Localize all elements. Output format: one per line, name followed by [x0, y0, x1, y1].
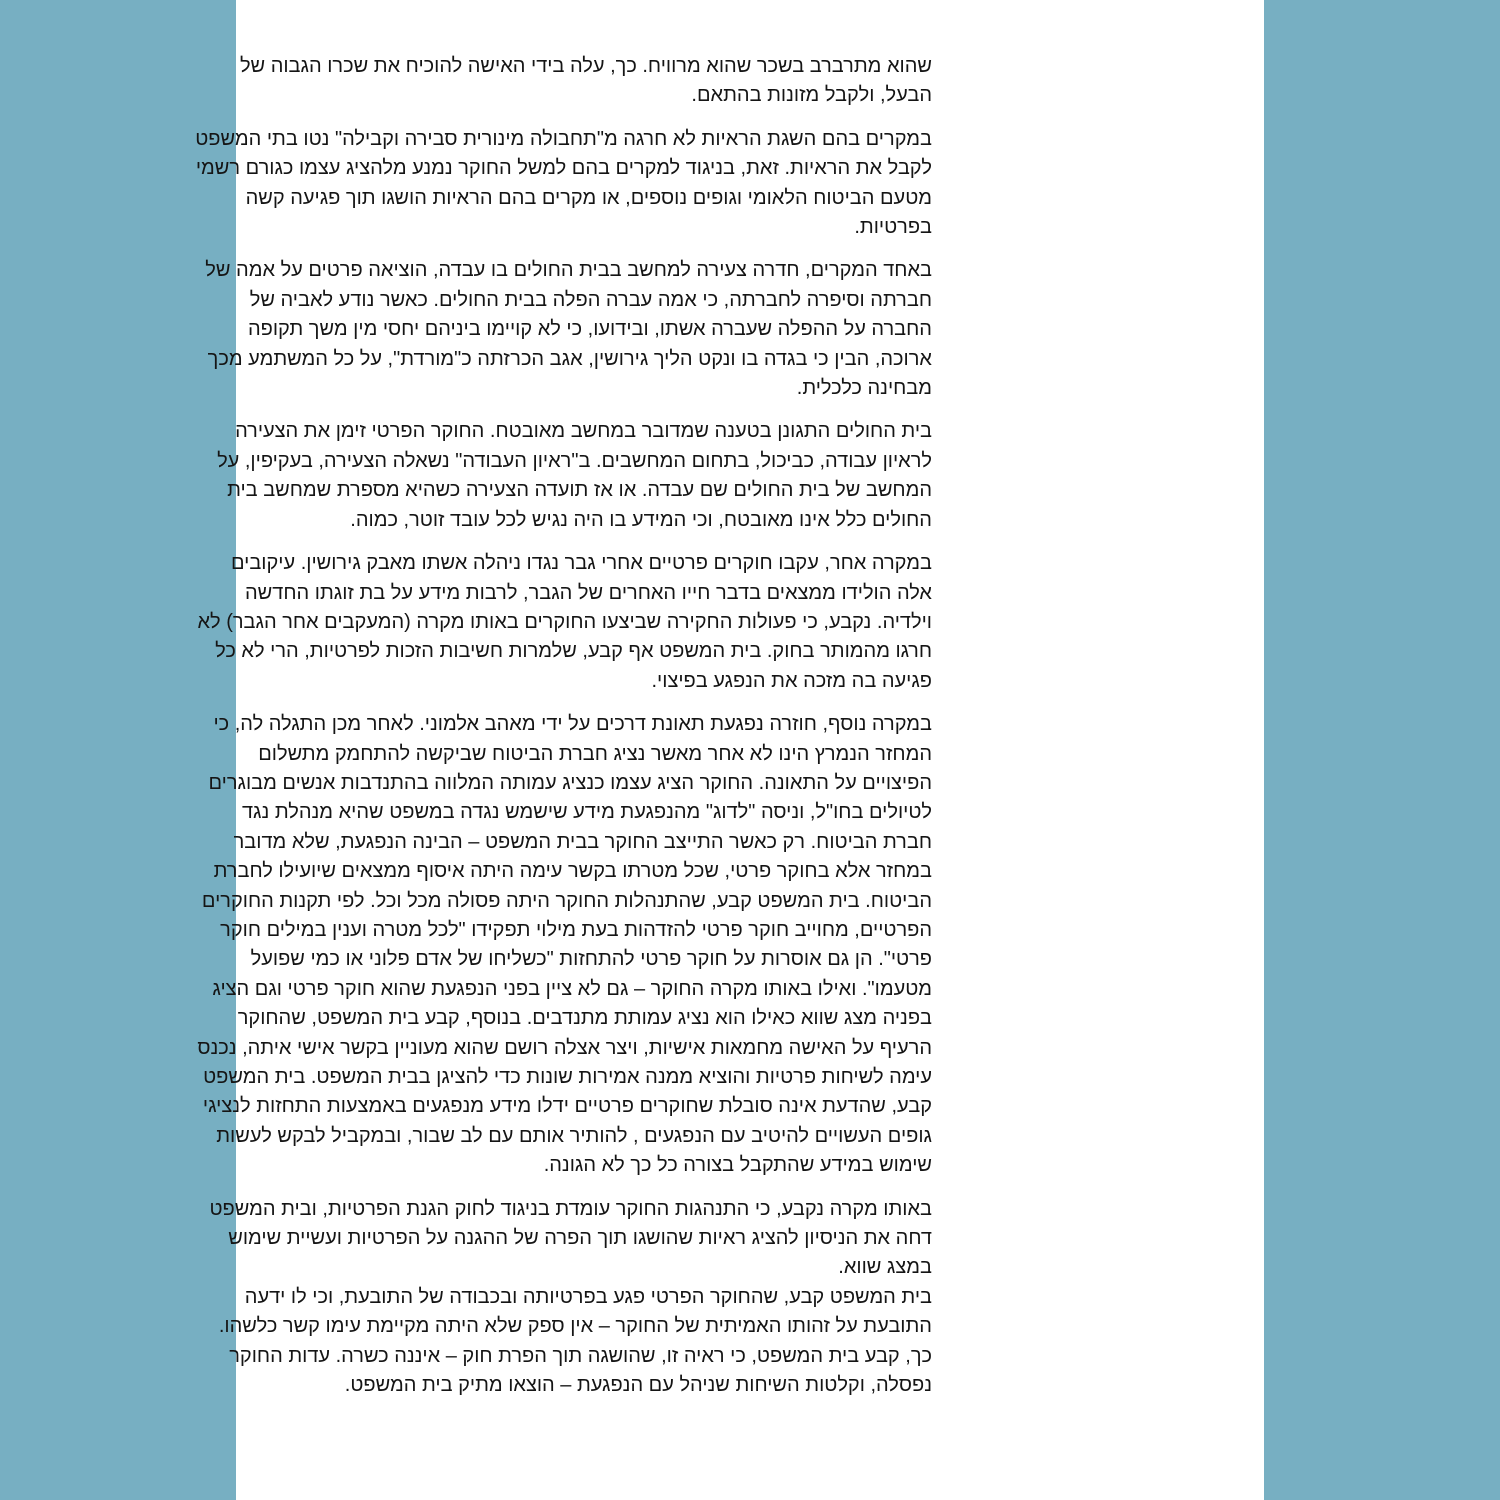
text-line: הביטוח. בית המשפט קבע, שהתנהלות החוקר היתה פסולה מכל וכל. לפי תקנות החוקרים [201, 889, 932, 912]
text-line: נפסלה, וקלטות השיחות שניהל עם הנפגעת – הוצאו מתיק בית המשפט. [344, 1374, 932, 1397]
text-line: עימה לשיחות פרטיות והוציא ממנה אמירות שונות כדי להציגן בבית המשפט. בית המשפט [203, 1066, 932, 1088]
text-line: בית החולים התגונן בטענה שמדובר במחשב מאובטח. החוקר הפרטי זימן את הצעירה [235, 420, 932, 443]
paragraph [197, 710, 932, 1181]
text-line: מטעמו". ואילו באותו מקרה החוקר – גם לא ציין בפני הנפגעת שהוא חוקר פרטי וגם הציג [212, 977, 932, 1000]
text-line: במקרה אחר, עקבו חוקרים פרטיים אחרי גבר נגדו ניהלה אשתו מאבק גירושין. עיקובים [230, 552, 932, 575]
text-line: הפרטיים, מחוייב חוקר פרטי להזדהות בעת מילוי תפקידו "לכל מטרה וענין במילים חוקר [220, 918, 932, 941]
text-line: בפרטיות. [854, 216, 932, 239]
text-line: פגיעה בה מזכה את הנפגע בפיצוי. [651, 669, 932, 692]
text-line: חברתה וסיפרה לחברתה, כי אמה עברה הפלה בבית החולים. כאשר נודע לאביה של [249, 288, 932, 311]
text-line: באחד המקרים, חדרה צעירה למחשב בבית החולים בו עבדה, הוציאה פרטים על אמה של [205, 259, 932, 282]
text-line: במקרה נוסף, חוזרה נפגעת תאונת דרכים על ידי מאהב אלמוני. לאחר מכן התגלה לה, כי [213, 713, 932, 736]
text-line: אלה הולידו ממצאים בדבר חייו האחרים של הגבר, לרבות מידע על בת זוגתו החדשה [245, 581, 932, 604]
text-line: בפניה מצג שווא כאילו הוא נציג עמותת מתנדבים. בנוסף, קבע בית המשפט, שהחוקר [237, 1007, 932, 1030]
text-line: חרגו מהמותר בחוק. בית המשפט אף קבע, שלמרות חשיבות הזכות לפרטיות, הרי לא כל [215, 640, 932, 663]
text-line: קבע, שהדעת אינה סובלת שחוקרים פרטיים ידלו מידע מנפגעים באמצעות התחזות לנציגי [202, 1095, 932, 1118]
text-line: התובעת על זהותו האמיתית של החוקר – אין ספק שלא היתה מקיימת עימו קשר כלשהו. [218, 1315, 932, 1338]
paragraph [217, 417, 932, 535]
text-line: פרטי". הן גם אוסרות על חוקר פרטי להתחזות "כשליחו של אדם פלוני או כמי שפועל [250, 948, 932, 971]
text-line: לקבל את הראיות. זאת, בניגוד למקרים בהם למשל החוקר נמנע מלהציג עצמו כגורם רשמי [195, 157, 932, 180]
text-line: שימוש במידע שהתקבל בצורה כל כך לא הגונה. [543, 1154, 932, 1177]
text-line: דחה את הניסיון להציג ראיות שהושגו תוך הפרה של ההגנה על הפרטיות ועשיית שימוש [228, 1227, 932, 1250]
text-line: במקרים בהם השגת הראיות לא חרגה מ"תחבולה מינורית סבירה וקבילה" נטו בתי המשפט [195, 127, 932, 150]
text-line: ארוכה, הבין כי בגדה בו ונקט הליך גירושין, אגב הכרזתה כ"מורדת", על כל המשתמע מכך [207, 347, 932, 370]
text-line: החולים כלל אינו מאובטח, וכי המידע בו היה נגיש לכל עובד זוטר, כמוה. [350, 508, 932, 531]
text-line: הבעל, ולקבל מזונות בהתאם. [691, 84, 932, 107]
paragraph [205, 256, 932, 403]
paragraph [197, 549, 932, 696]
document-page [195, 0, 1264, 1500]
text-line: בית המשפט קבע, שהחוקר הפרטי פגע בפרטיותה ובכבודה של התובעת, וכי לו ידעה [244, 1285, 932, 1308]
text-line: הפיצויים על התאונה. החוקר הציג עצמו כנציג עמותה המלווה בהתנדבות אנשים מבוגרים [208, 771, 932, 794]
text-line: המחשב של בית החולים שם עבדה. או אז תועדה הצעירה כשהיא מספרת שמחשב בית [227, 479, 932, 502]
text-line: כך, קבע בית המשפט, כי ראיה זו, שהושגה תוך הפרת חוק – איננה כשרה. עדות החוקר [229, 1344, 932, 1367]
text-line: במחזר אלא בחוקר פרטי, שכל מטרתו בקשר עימה היתה איסוף ממצאים שיועילו לחברת [213, 860, 932, 883]
text-line: לראיון עבודה, כביכול, בתחום המחשבים. ב"ראיון העבודה" נשאלה הצעירה, בעקיפין, על [217, 449, 932, 472]
paragraph [195, 125, 932, 243]
text-line: באותו מקרה נקבע, כי התנהגות החוקר עומדת בניגוד לחוק הגנת הפרטיות, ובית המשפט [209, 1197, 932, 1220]
text-line: מבחינה כלכלית. [796, 377, 932, 400]
text-line: במצג שווא. [838, 1256, 932, 1279]
text-line: החברה על ההפלה שעברה אשתו, ובידועו, כי לא קויימו ביניהם יחסי מין משך תקופה [247, 318, 932, 341]
text-line: מטעם הביטוח הלאומי וגופים נוספים, או מקרים בהם הראיות הושגו תוך פגיעה קשה [245, 186, 932, 209]
paragraph [218, 1283, 932, 1401]
text-line: וילדיה. נקבע, כי פעולות החקירה שביצעו החוקרים באותו מקרה (המעקבים אחר הגבר) לא [197, 610, 932, 633]
text-line: לטיולים בחו"ל, וניסה "לדוג" מהנפגעת מידע שישמש נגדה במשפט שהיא מנהלת נגד [241, 801, 932, 824]
paragraph [209, 1195, 932, 1283]
text-line: הרעיף על האישה מחמאות אישיות, ויצר אצלה רושם שהוא מעוניין בקשר אישי איתה, נכנס [197, 1036, 932, 1059]
text-line: המחזר הנמרץ הינו לא אחר מאשר נציג חברת הביטוח שביקשה להתחמק מתשלום [258, 742, 932, 765]
paragraph [239, 52, 932, 111]
text-line: גופים העשויים להיטיב עם הנפגעים , להותיר אותם עם לב שבור, ובמקביל לבקש לעשות [216, 1124, 932, 1147]
text-line: שהוא מתרברב בשכר שהוא מרוויח. כך, עלה בידי האישה להוכיח את שכרו הגבוה של [239, 55, 932, 77]
text-line: חברת הביטוח. רק כאשר התייצב החוקר בבית המשפט – הבינה הנפגעת, שלא מדובר [233, 830, 932, 853]
document-body [195, 52, 932, 1400]
